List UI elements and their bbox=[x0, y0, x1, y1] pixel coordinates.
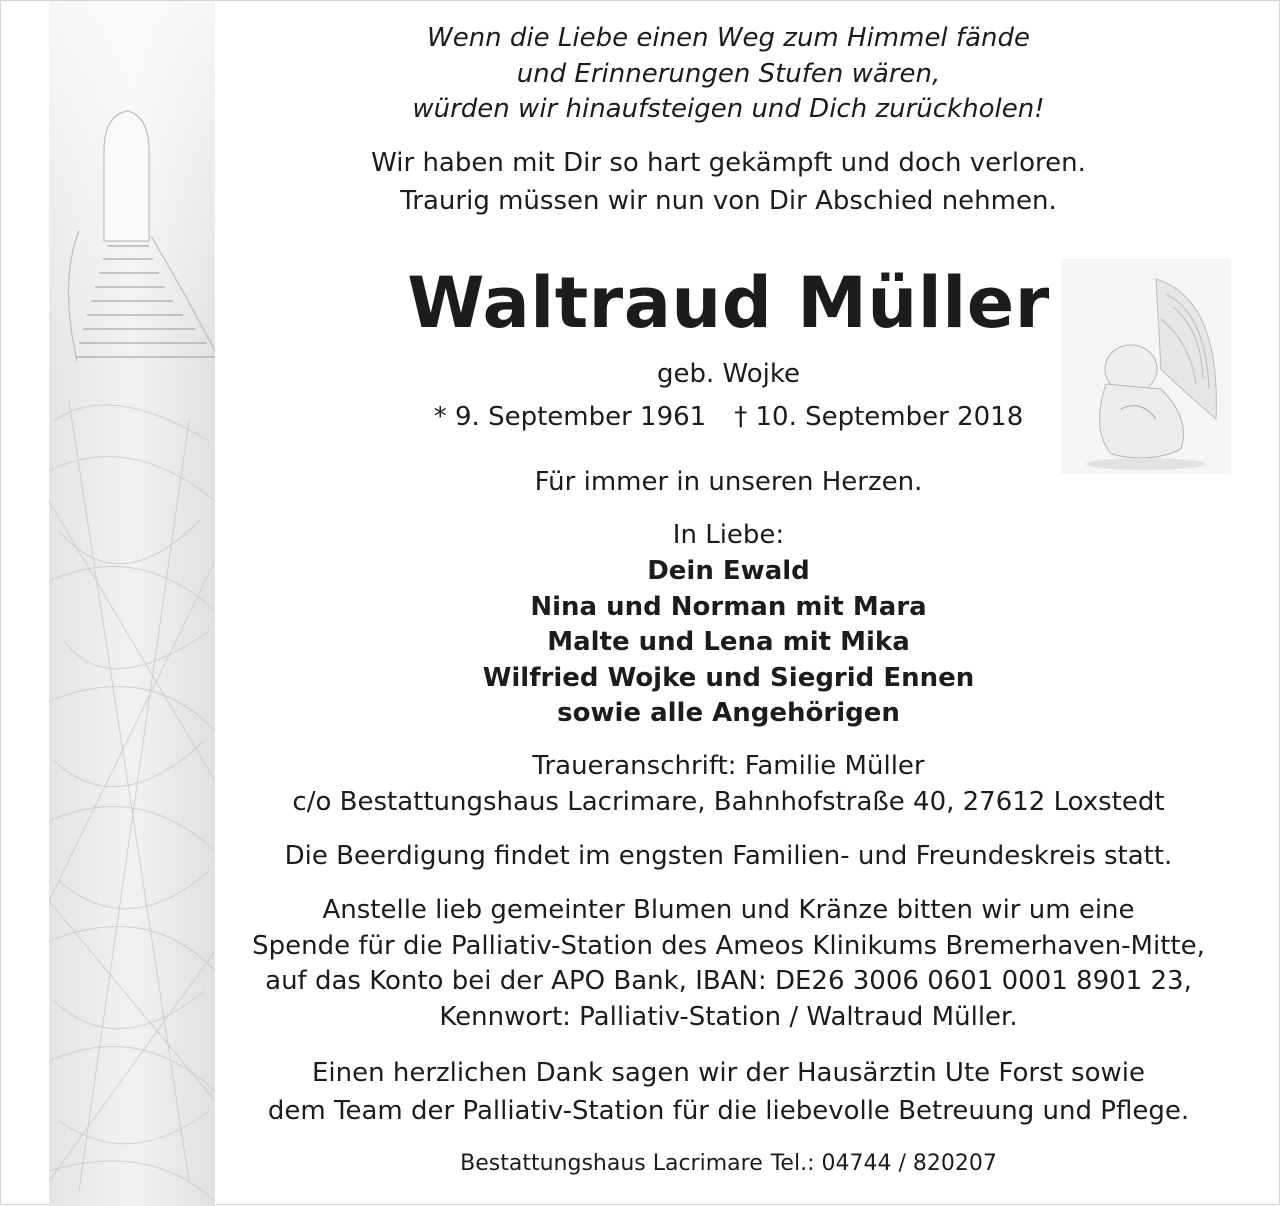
donation-line: auf das Konto bei der APO Bank, IBAN: DE26 3006 0601 0001 8901 23, bbox=[265, 966, 1192, 996]
verse-line: Wenn die Liebe einen Weg zum Himmel fände bbox=[427, 23, 1030, 53]
mourner-name: Wilfried Wojke und Siegrid Ennen bbox=[482, 662, 975, 693]
born-name: geb. Wojke bbox=[657, 359, 800, 389]
donation-line: Anstelle lieb gemeinter Blumen und Kränze bitten wir um eine bbox=[322, 895, 1135, 925]
address-line: c/o Bestattungshaus Lacrimare, Bahnhofstraße 40, 27612 Loxstedt bbox=[292, 786, 1165, 817]
mourner-name: Nina und Norman mit Mara bbox=[530, 591, 927, 622]
closing-line: Für immer in unseren Herzen. bbox=[534, 467, 923, 497]
thanks-line: dem Team der Palliativ-Station für die liebevolle Betreuung und Pflege. bbox=[267, 1096, 1190, 1126]
donation-line: Spende für die Palliativ-Station des Ameos Klinikums Bremerhaven-Mitte, bbox=[252, 930, 1205, 961]
mourning-address bbox=[221, 749, 1236, 820]
deceased-name: Waltraud Müller bbox=[407, 262, 1050, 344]
birth-date: * 9. September 1961 bbox=[433, 402, 707, 432]
intro-line: Wir haben mit Dir so hart gekämpft und doch verloren. bbox=[371, 148, 1086, 178]
funeral-home-footer bbox=[221, 1149, 1236, 1179]
death-date: † 10. September 2018 bbox=[734, 402, 1024, 432]
in-liebe-label: In Liebe: bbox=[672, 520, 785, 550]
address-line: Traueranschrift: Familie Müller bbox=[532, 751, 925, 781]
intro-text bbox=[221, 144, 1236, 220]
life-dates bbox=[221, 401, 1236, 433]
decorative-staircase-strip bbox=[49, 1, 215, 1206]
mourner-name: Dein Ewald bbox=[647, 556, 810, 586]
funeral-home-phone: Tel.: 04744 / 820207 bbox=[770, 1151, 997, 1176]
donation-line: Kennwort: Palliativ-Station / Waltraud Müller. bbox=[439, 1001, 1018, 1032]
funeral-home-name: Bestattungshaus Lacrimare bbox=[460, 1151, 763, 1176]
donation-request bbox=[221, 893, 1236, 1035]
intro-line: Traurig müssen wir nun von Dir Abschied nehmen. bbox=[400, 186, 1057, 216]
thanks-text bbox=[221, 1054, 1236, 1130]
opening-verse bbox=[221, 21, 1236, 128]
verse-line: und Erinnerungen Stufen wären, bbox=[516, 58, 941, 89]
mourner-name: Malte und Lena mit Mika bbox=[547, 627, 910, 657]
funeral-info: Die Beerdigung findet im engsten Familien- und Freundeskreis statt. bbox=[284, 841, 1173, 871]
thanks-line: Einen herzlichen Dank sagen wir der Hausärztin Ute Forst sowie bbox=[311, 1058, 1145, 1088]
mourners-list bbox=[221, 554, 1236, 732]
verse-line: würden wir hinaufsteigen und Dich zurückholen! bbox=[412, 94, 1045, 124]
mourner-name: sowie alle Angehörigen bbox=[557, 698, 900, 728]
